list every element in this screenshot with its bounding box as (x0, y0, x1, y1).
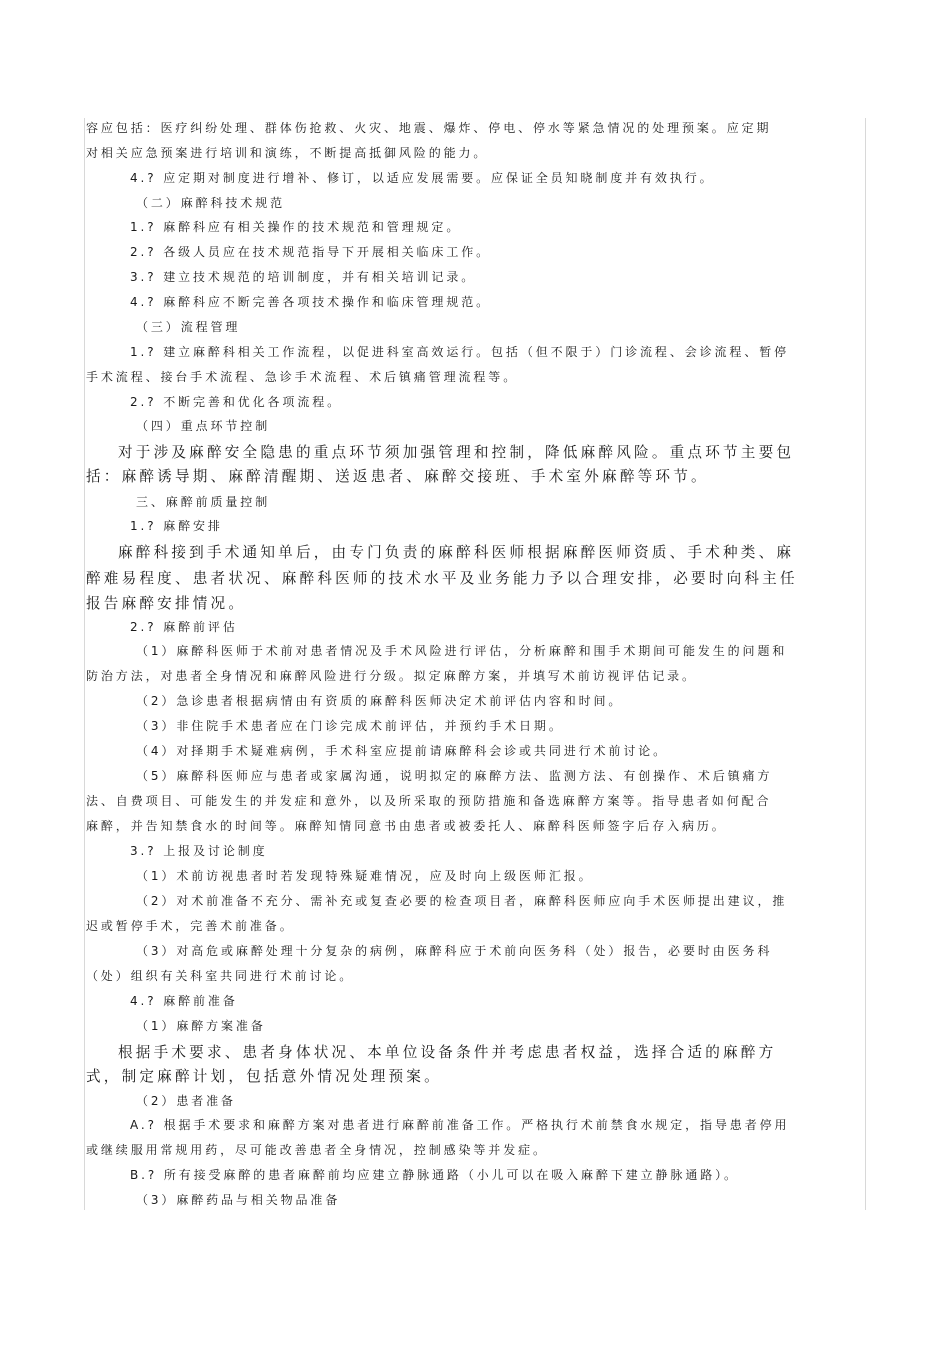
text-line: 对相关应急预案进行培训和演练，不断提高抵御风险的能力。 (86, 146, 489, 160)
text-line: 1.? 麻醉科应有相关操作的技术规范和管理规定。 (130, 220, 462, 234)
text-line: 手术流程、接台手术流程、急诊手术流程、术后镇痛管理流程等。 (86, 370, 519, 384)
section-heading: （四）重点环节控制 (136, 419, 271, 433)
text-line: 容应包括：医疗纠纷处理、群体伤抢救、火灾、地震、爆炸、停电、停水等紧急情况的处理预案。应定期 (86, 121, 772, 135)
text-line: 2.? 各级人员应在技术规范指导下开展相关临床工作。 (130, 245, 492, 259)
text-line: （1）麻醉方案准备 (136, 1019, 266, 1033)
text-line: 1.? 建立麻醉科相关工作流程，以促进科室高效运行。包括（但不限于）门诊流程、会诊流程、暂停 (130, 345, 790, 359)
text-line: 对于涉及麻醉安全隐患的重点环节须加强管理和控制，降低麻醉风险。重点环节主要包 (118, 444, 795, 461)
text-line: （3）非住院手术患者应在门诊完成术前评估，并预约手术日期。 (136, 719, 564, 733)
section-heading: 三、麻醉前质量控制 (136, 495, 271, 509)
text-line: 麻醉，并告知禁食水的时间等。麻醉知情同意书由患者或被委托人、麻醉科医师签字后存入病历。 (86, 819, 727, 833)
text-line: 醉难易程度、患者状况、麻醉科医师的技术水平及业务能力予以合理安排，必要时向科主任 (86, 570, 798, 587)
subsection-heading: 2.? 麻醉前评估 (130, 620, 238, 634)
text-line: 或继续服用常规用药，尽可能改善患者全身情况，控制感染等并发症。 (86, 1143, 548, 1157)
subsection-heading: 4.? 麻醉前准备 (130, 994, 238, 1008)
section-heading: （二）麻醉科技术规范 (136, 196, 286, 210)
text-line: （3）对高危或麻醉处理十分复杂的病例，麻醉科应于术前向医务科（处）报告，必要时由医务科 (136, 944, 773, 958)
text-line: （2）急诊患者根据病情由有资质的麻醉科医师决定术前评估内容和时间。 (136, 694, 624, 708)
text-line: 4.? 应定期对制度进行增补、修订，以适应发展需要。应保证全员知晓制度并有效执行。 (130, 171, 715, 185)
text-line: （2）患者准备 (136, 1094, 236, 1108)
subsection-heading: 1.? 麻醉安排 (130, 519, 223, 533)
text-line: （4）对择期手术疑难病例，手术科室应提前请麻醉科会诊或共同进行术前讨论。 (136, 744, 669, 758)
text-line: 根据手术要求、患者身体状况、本单位设备条件并考虑患者权益，选择合适的麻醉方 (118, 1044, 777, 1061)
text-line: 防治方法，对患者全身情况和麻醉风险进行分级。拟定麻醉方案，并填写术前访视评估记录。 (86, 669, 697, 683)
text-line: （处）组织有关科室共同进行术前讨论。 (86, 969, 355, 983)
text-line: B.? 所有接受麻醉的患者麻醉前均应建立静脉通路（小儿可以在吸入麻醉下建立静脉通路）。 (130, 1168, 739, 1182)
text-line: 4.? 麻醉科应不断完善各项技术操作和临床管理规范。 (130, 295, 492, 309)
text-line: （5）麻醉科医师应与患者或家属沟通，说明拟定的麻醉方法、监测方法、有创操作、术后镇痛方 (136, 769, 773, 783)
text-line: A.? 根据手术要求和麻醉方案对患者进行麻醉前准备工作。严格执行术前禁食水规定，指导患者停用 (130, 1118, 790, 1132)
text-line: 式，制定麻醉计划，包括意外情况处理预案。 (86, 1068, 442, 1085)
text-line: （3）麻醉药品与相关物品准备 (136, 1193, 341, 1207)
text-line: 2.? 不断完善和优化各项流程。 (130, 395, 343, 409)
text-line: 法、自费项目、可能发生的并发症和意外，以及所采取的预防措施和备选麻醉方案等。指导患者如何配合 (86, 794, 772, 808)
text-line: （1）麻醉科医师于术前对患者情况及手术风险进行评估，分析麻醉和围手术期间可能发生的问题和 (136, 644, 788, 658)
subsection-heading: 3.? 上报及讨论制度 (130, 844, 268, 858)
text-line: 迟或暂停手术，完善术前准备。 (86, 919, 295, 933)
text-line: 3.? 建立技术规范的培训制度，并有相关培训记录。 (130, 270, 477, 284)
text-line: 括：麻醉诱导期、麻醉清醒期、送返患者、麻醉交接班、手术室外麻醉等环节。 (86, 468, 709, 485)
text-line: 报告麻醉安排情况。 (86, 595, 247, 612)
text-line: （1）术前访视患者时若发现特殊疑难情况，应及时向上级医师汇报。 (136, 869, 594, 883)
text-line: （2）对术前准备不充分、需补充或复查必要的检查项目者，麻醉科医师应向手术医师提出建议，推 (136, 894, 788, 908)
text-line: 麻醉科接到手术通知单后，由专门负责的麻醉科医师根据麻醉医师资质、手术种类、麻 (118, 544, 795, 561)
section-heading: （三）流程管理 (136, 320, 241, 334)
